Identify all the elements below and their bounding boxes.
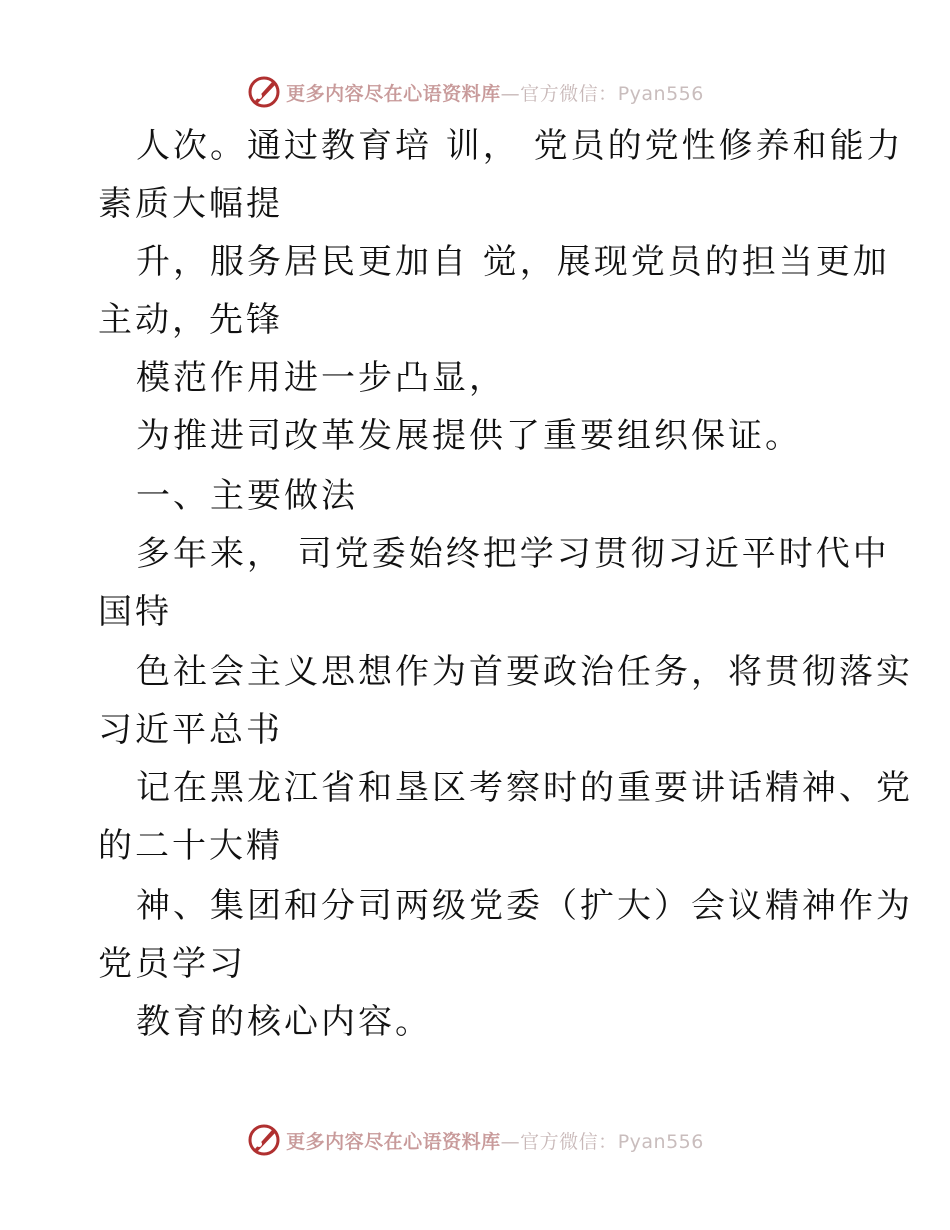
- watermark-brand: 更多内容尽在心语资料库: [286, 82, 501, 105]
- text-line: 的二十大精: [98, 826, 283, 866]
- quill-circle-logo-icon: [246, 74, 282, 110]
- header-watermark: [0, 72, 950, 112]
- text-line: 模范作用进一步凸显，: [136, 358, 506, 398]
- watermark-wechat-id: Pyan556: [617, 1130, 704, 1153]
- text-line: 多年来， 司党委始终把学习贯彻习近平时代中: [136, 534, 890, 574]
- text-line: 党员学习: [98, 944, 246, 984]
- watermark-wechat-id: Pyan556: [617, 82, 704, 105]
- text-line: 为推进司改革发展提供了重要组织保证。: [136, 416, 802, 456]
- watermark-text: [286, 79, 704, 106]
- section-heading: 一、主要做法: [136, 476, 358, 516]
- text-line: 国特: [98, 592, 172, 632]
- text-line: 素质大幅提: [98, 184, 283, 224]
- text-line: 人次。通过教育培 训， 党员的党性修养和能力: [136, 126, 904, 166]
- watermark-separator: —: [500, 82, 521, 105]
- text-line: 习近平总书: [98, 710, 283, 750]
- quill-circle-logo-icon: [246, 1122, 282, 1158]
- text-line: 教育的核心内容。: [136, 1002, 432, 1042]
- watermark-wechat-label: 官方微信：: [520, 1130, 618, 1153]
- footer-watermark: [0, 1120, 950, 1160]
- watermark-wechat-label: 官方微信：: [520, 82, 618, 105]
- watermark-text: [286, 1127, 704, 1154]
- text-line: 记在黑龙江省和垦区考察时的重要讲话精神、党: [136, 768, 913, 808]
- watermark-separator: —: [500, 1130, 521, 1153]
- text-line: 神、集团和分司两级党委（扩大）会议精神作为: [136, 886, 913, 926]
- watermark-brand: 更多内容尽在心语资料库: [286, 1130, 501, 1153]
- text-line: 主动，先锋: [98, 300, 283, 340]
- text-line: 色社会主义思想作为首要政治任务，将贯彻落实: [136, 652, 913, 692]
- text-line: 升，服务居民更加自 觉，展现党员的担当更加: [136, 242, 890, 282]
